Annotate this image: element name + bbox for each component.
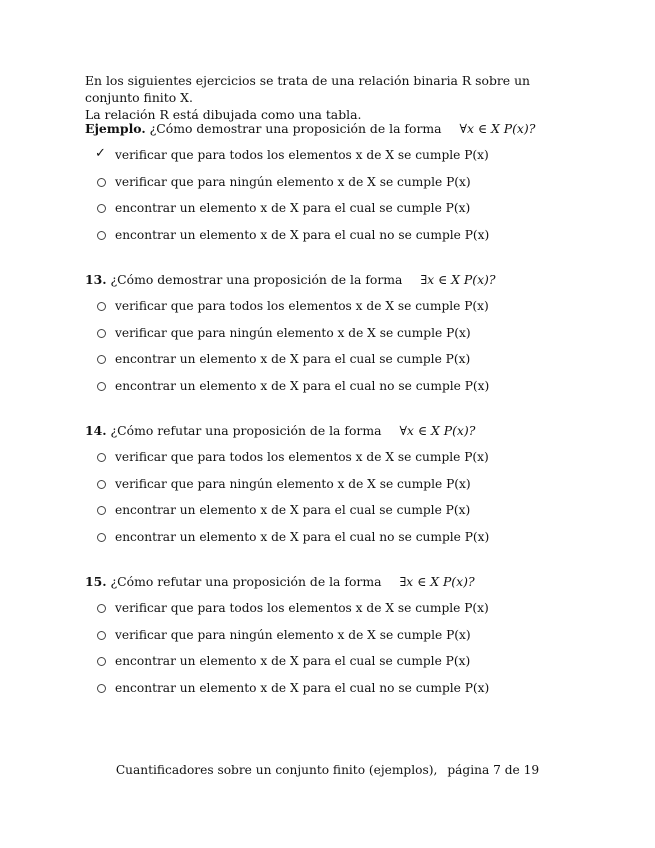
option-list (85, 298, 605, 404)
question-title (85, 272, 605, 288)
radio-circle-icon[interactable] (97, 178, 106, 187)
option-text: verificar que para todos los elementos x de X se cumple P(x) (115, 148, 489, 162)
option-text: encontrar un elemento x de X para el cual se cumple P(x) (115, 352, 471, 366)
radio-circle-icon[interactable] (97, 329, 106, 338)
option-text: encontrar un elemento x de X para el cual no se cumple P(x) (115, 378, 490, 393)
question-14 (85, 423, 605, 555)
question-formula: ∀x ∈ X P(x)? (399, 423, 476, 438)
question-label: 14. (85, 423, 107, 438)
option-text: encontrar un elemento x de X para el cual se cumple P(x) (115, 654, 471, 668)
option-item[interactable] (85, 627, 605, 654)
question-text: ¿Cómo refutar una proposición de la forma (110, 423, 382, 438)
radio-circle-icon[interactable] (97, 533, 106, 542)
option-item[interactable] (85, 378, 605, 405)
page-number: página 7 de 19 (447, 763, 540, 777)
question-label: 15. (85, 574, 107, 589)
question-text: ¿Cómo demostrar una proposición de la forma (110, 272, 403, 287)
intro-paragraph (85, 72, 585, 123)
question-label: Ejemplo. (85, 121, 146, 136)
option-item[interactable] (85, 351, 605, 378)
option-text: verificar que para ningún elemento x de X se cumple P(x) (115, 476, 471, 491)
option-item[interactable] (85, 680, 605, 707)
radio-circle-icon[interactable] (97, 204, 106, 213)
option-item[interactable] (85, 325, 605, 352)
option-item[interactable] (85, 200, 605, 227)
option-text: encontrar un elemento x de X para el cual no se cumple P(x) (115, 680, 490, 695)
option-text: encontrar un elemento x de X para el cual se cumple P(x) (115, 503, 471, 517)
option-text: encontrar un elemento x de X para el cual no se cumple P(x) (115, 227, 490, 242)
radio-circle-icon[interactable] (97, 506, 106, 515)
option-text: verificar que para ningún elemento x de X se cumple P(x) (115, 174, 471, 189)
option-item[interactable] (85, 653, 605, 680)
radio-circle-icon[interactable] (97, 302, 106, 311)
intro-line-1: En los siguientes ejercicios se trata de una relación binaria R sobre un conjunto finito X. (85, 73, 531, 105)
intro-line-2: La relación R está dibujada como una tabla. (85, 107, 362, 122)
radio-circle-icon[interactable] (97, 382, 106, 391)
option-item[interactable] (85, 502, 605, 529)
option-item[interactable] (85, 227, 605, 254)
radio-circle-icon[interactable] (97, 231, 106, 240)
question-15 (85, 574, 605, 706)
option-item[interactable] (85, 147, 605, 174)
question-label: 13. (85, 272, 107, 287)
radio-circle-icon[interactable] (97, 657, 106, 666)
option-text: verificar que para ningún elemento x de X se cumple P(x) (115, 627, 471, 642)
question-title (85, 423, 605, 439)
option-text: verificar que para ningún elemento x de X se cumple P(x) (115, 325, 471, 340)
page-footer (0, 762, 655, 778)
radio-circle-icon[interactable] (97, 604, 106, 613)
question-title (85, 574, 605, 590)
question-text: ¿Cómo refutar una proposición de la forma (110, 574, 382, 589)
question-text: ¿Cómo demostrar una proposición de la forma (149, 121, 442, 136)
question-formula: ∀x ∈ X P(x)? (459, 121, 536, 136)
option-list (85, 600, 605, 706)
check-mark-icon[interactable]: ✓ (95, 146, 106, 161)
radio-circle-icon[interactable] (97, 480, 106, 489)
question-title (85, 121, 605, 137)
option-text: verificar que para todos los elementos x de X se cumple P(x) (115, 601, 489, 615)
question-formula: ∃x ∈ X P(x)? (420, 272, 496, 287)
option-text: encontrar un elemento x de X para el cual no se cumple P(x) (115, 529, 490, 544)
option-item[interactable] (85, 449, 605, 476)
option-text: encontrar un elemento x de X para el cual se cumple P(x) (115, 201, 471, 215)
radio-circle-icon[interactable] (97, 355, 106, 364)
option-item[interactable] (85, 174, 605, 201)
option-text: verificar que para todos los elementos x de X se cumple P(x) (115, 450, 489, 464)
option-item[interactable] (85, 298, 605, 325)
question-formula: ∃x ∈ X P(x)? (399, 574, 475, 589)
option-text: verificar que para todos los elementos x de X se cumple P(x) (115, 299, 489, 313)
option-list (85, 449, 605, 555)
footer-title: Cuantificadores sobre un conjunto finito (ejemplos), (115, 763, 438, 777)
option-list (85, 147, 605, 253)
question-example (85, 121, 605, 253)
option-item[interactable] (85, 529, 605, 556)
question-13 (85, 272, 605, 404)
radio-circle-icon[interactable] (97, 684, 106, 693)
radio-circle-icon[interactable] (97, 631, 106, 640)
radio-circle-icon[interactable] (97, 453, 106, 462)
option-item[interactable] (85, 600, 605, 627)
option-item[interactable] (85, 476, 605, 503)
